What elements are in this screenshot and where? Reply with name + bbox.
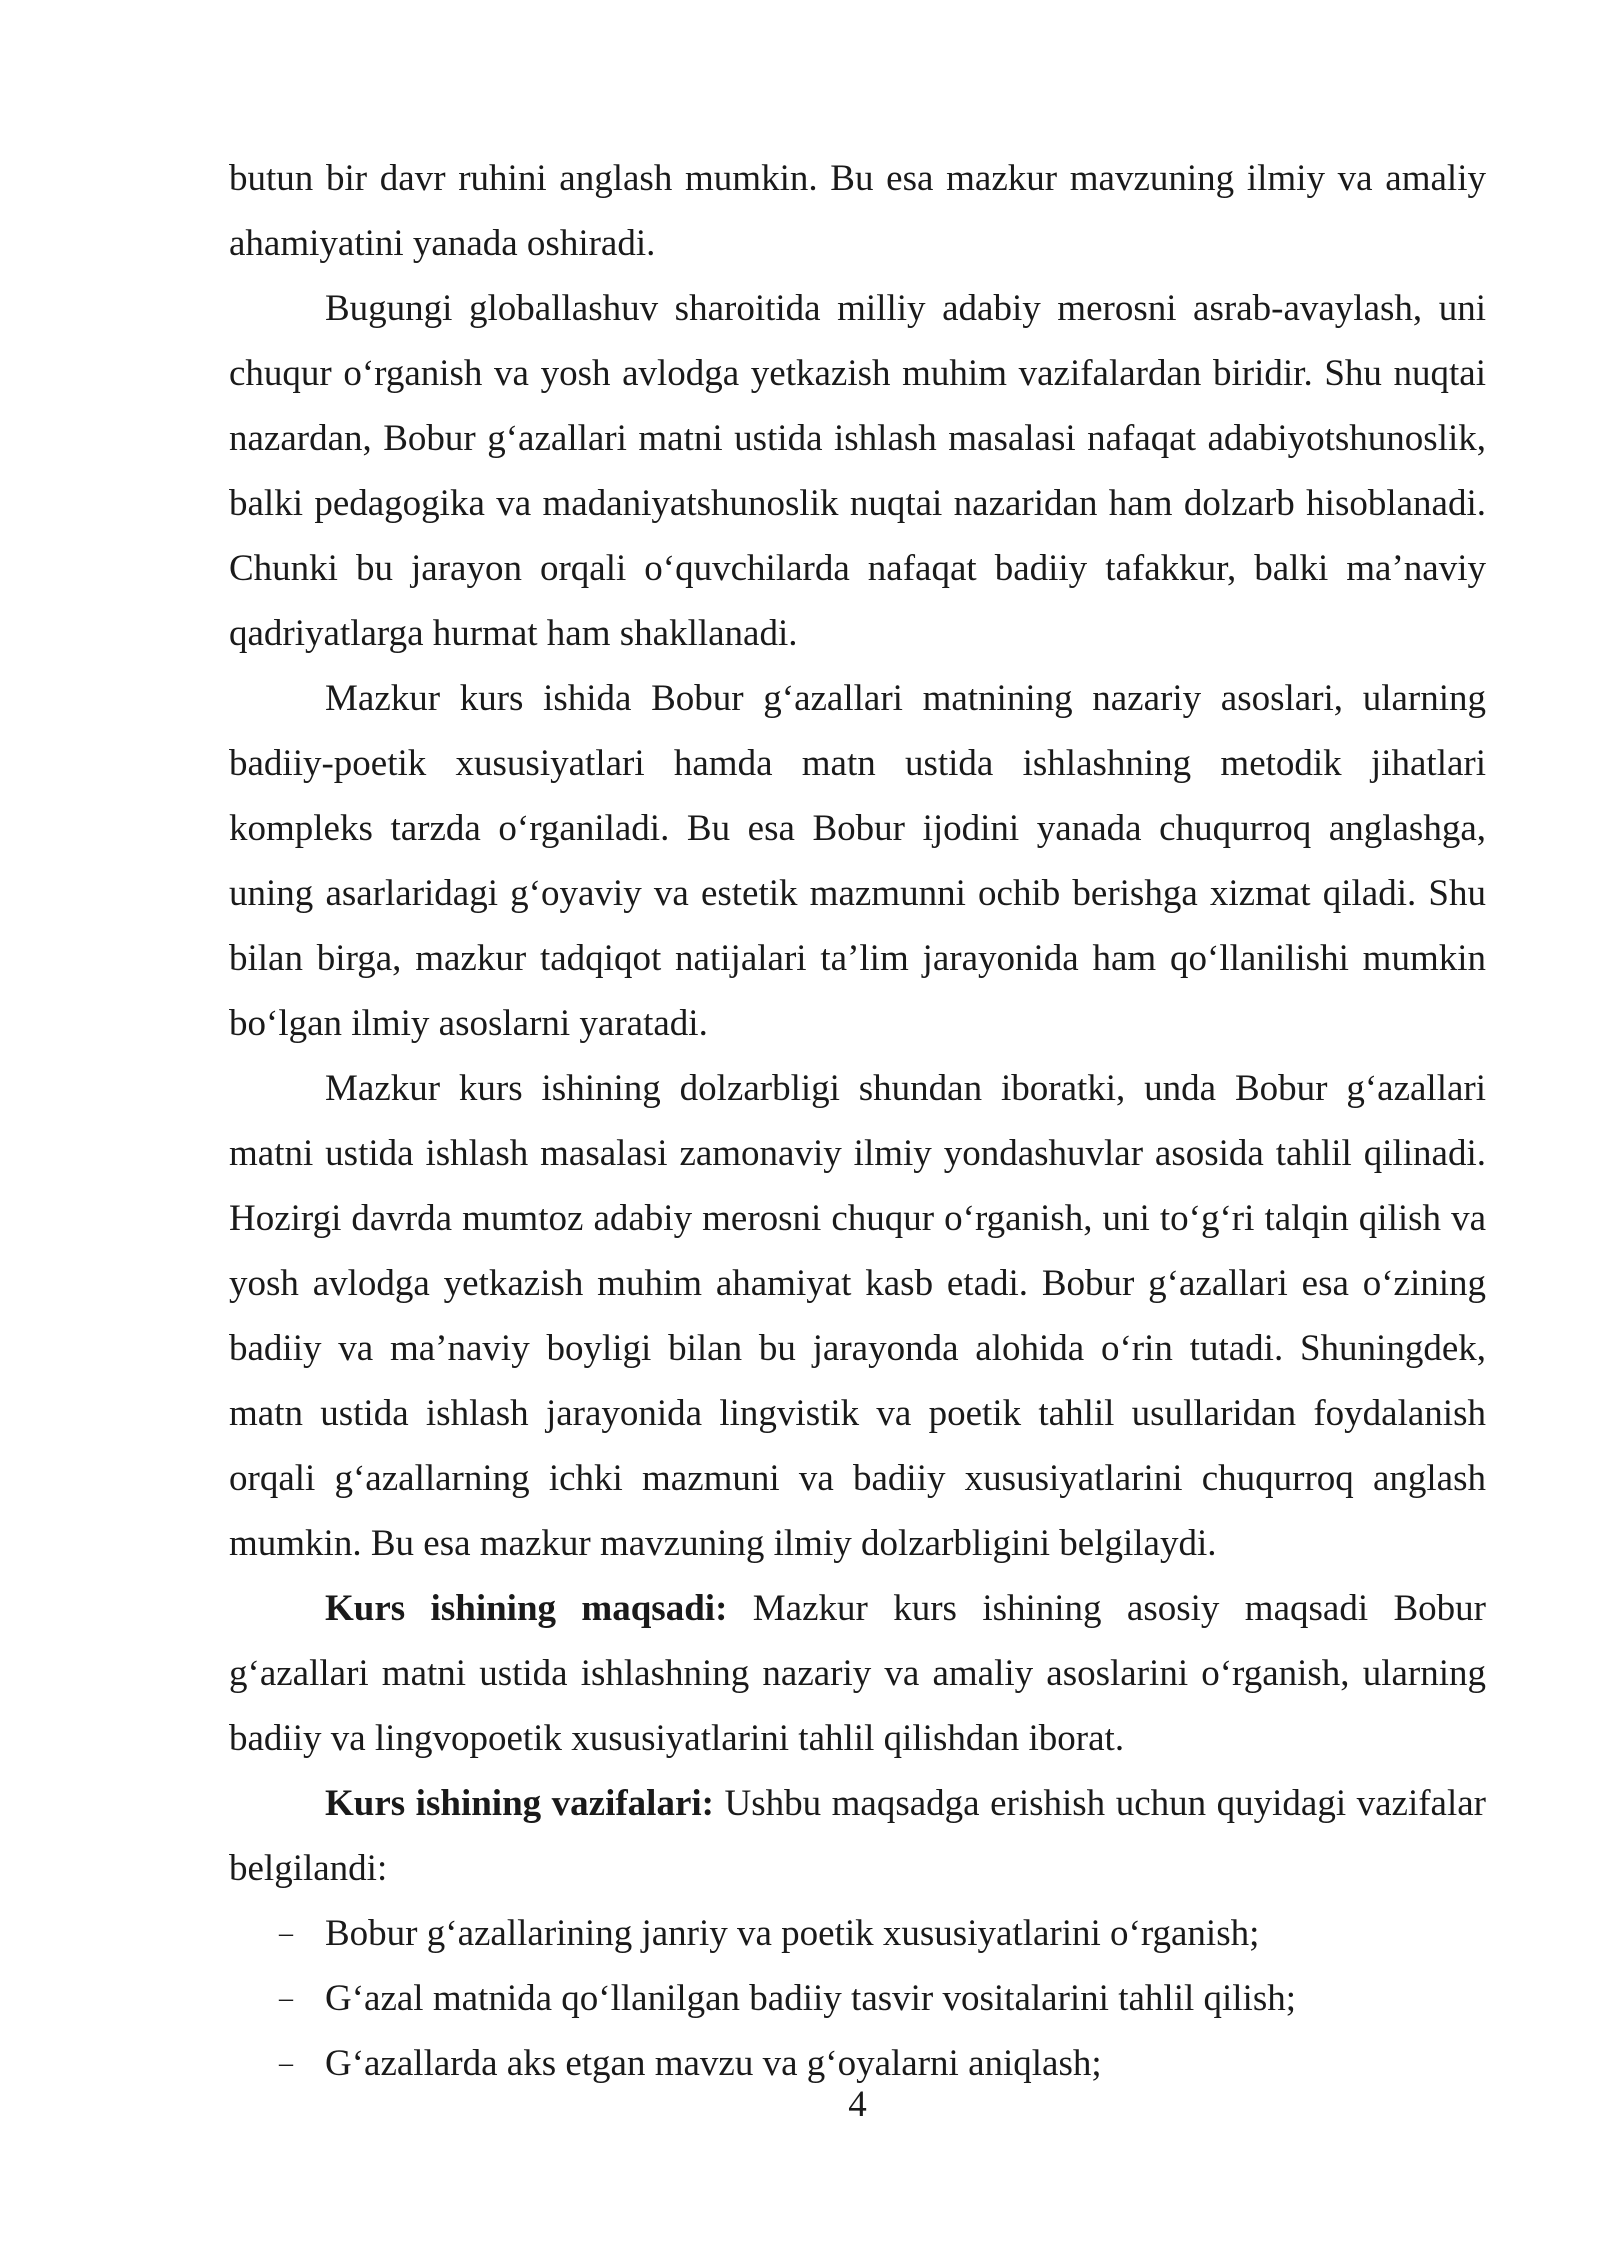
list-item-text: G‘azal matnida qo‘llanilgan badiiy tasvir vositalarini tahlil qilish; (325, 1978, 1297, 2019)
tasks-label: Kurs ishining vazifalari: (325, 1783, 714, 1824)
page-body (229, 146, 1486, 2096)
goal-text: Mazkur kurs ishining asosiy maqsadi Bobur g‘azallari matni ustida ishlashning nazariy va amaliy asoslarini o‘rganish, ularning badiiy va lingvopoetik xususiyatlarini tahlil qilishdan iborat. (229, 1588, 1486, 1759)
paragraph-tasks (229, 1771, 1486, 1901)
task-list (229, 1901, 1486, 2096)
tasks-text: Ushbu maqsadga erishish uchun quyidagi vazifalar belgilandi: (229, 1783, 1486, 1889)
dash-bullet-icon: – (279, 2048, 293, 2079)
paragraph-relevance: Mazkur kurs ishining dolzarbligi shundan iboratki, unda Bobur g‘azallari matni ustida ishlash masalasi zamonaviy ilmiy yondashuvlar asosida tahlil qilinadi. Hozirgi davrda mumtoz adabiy merosni chuqur o‘rganish, uni to‘g‘ri talqin qilish va yosh avlodga yetkazish muhim ahamiyat kasb etadi. Bobur g‘azallari esa o‘zining badiiy va ma’naviy boyligi bilan bu jarayonda alohida o‘rin tutadi. Shuningdek, matn ustida ishlash jarayonida lingvistik va poetik tahlil usullaridan foydalanish orqali g‘azallarning ichki mazmuni va badiiy xususiyatlarini chuqurroq anglash mumkin. Bu esa mazkur mavzuning ilmiy dolzarbligini belgilaydi. (229, 1068, 1486, 1564)
paragraph-course-scope: Mazkur kurs ishida Bobur g‘azallari matnining nazariy asoslari, ularning badiiy-poetik xususiyatlari hamda matn ustida ishlashning metodik jihatlari kompleks tarzda o‘rganiladi. Bu esa Bobur ijodini yanada chuqurroq anglashga, uning asarlaridagi g‘oyaviy va estetik mazmunni ochib berishga xizmat qiladi. Shu bilan birga, mazkur tadqiqot natijalari ta’lim jarayonida ham qo‘llanilishi mumkin bo‘lgan ilmiy asoslarni yaratadi. (229, 678, 1486, 1044)
paragraph-globalization: Bugungi globallashuv sharoitida milliy adabiy merosni asrab-avaylash, uni chuqur o‘rganish va yosh avlodga yetkazish muhim vazifalardan biridir. Shu nuqtai nazardan, Bobur g‘azallari matni ustida ishlash masalasi nafaqat adabiyotshunoslik, balki pedagogika va madaniyatshunoslik nuqtai nazaridan ham dolzarb hisoblanadi. Chunki bu jarayon orqali o‘quvchilarda nafaqat badiiy tafakkur, balki ma’naviy qadriyatlarga hurmat ham shakllanadi. (229, 288, 1486, 654)
list-item-text: Bobur g‘azallarining janriy va poetik xususiyatlarini o‘rganish; (325, 1913, 1260, 1954)
dash-bullet-icon: – (279, 1918, 293, 1949)
list-item (229, 1901, 1486, 1966)
paragraph-continuation: butun bir davr ruhini anglash mumkin. Bu esa mazkur mavzuning ilmiy va amaliy ahamiyatini yanada oshiradi. (229, 158, 1486, 264)
list-item (229, 1966, 1486, 2031)
goal-label: Kurs ishining maqsadi: (325, 1588, 728, 1629)
paragraph-goal (229, 1576, 1486, 1771)
page-number: 4 (848, 2084, 867, 2125)
list-item-text: G‘azallarda aks etgan mavzu va g‘oyalarni aniqlash; (325, 2043, 1102, 2084)
dash-bullet-icon: – (279, 1983, 293, 2014)
